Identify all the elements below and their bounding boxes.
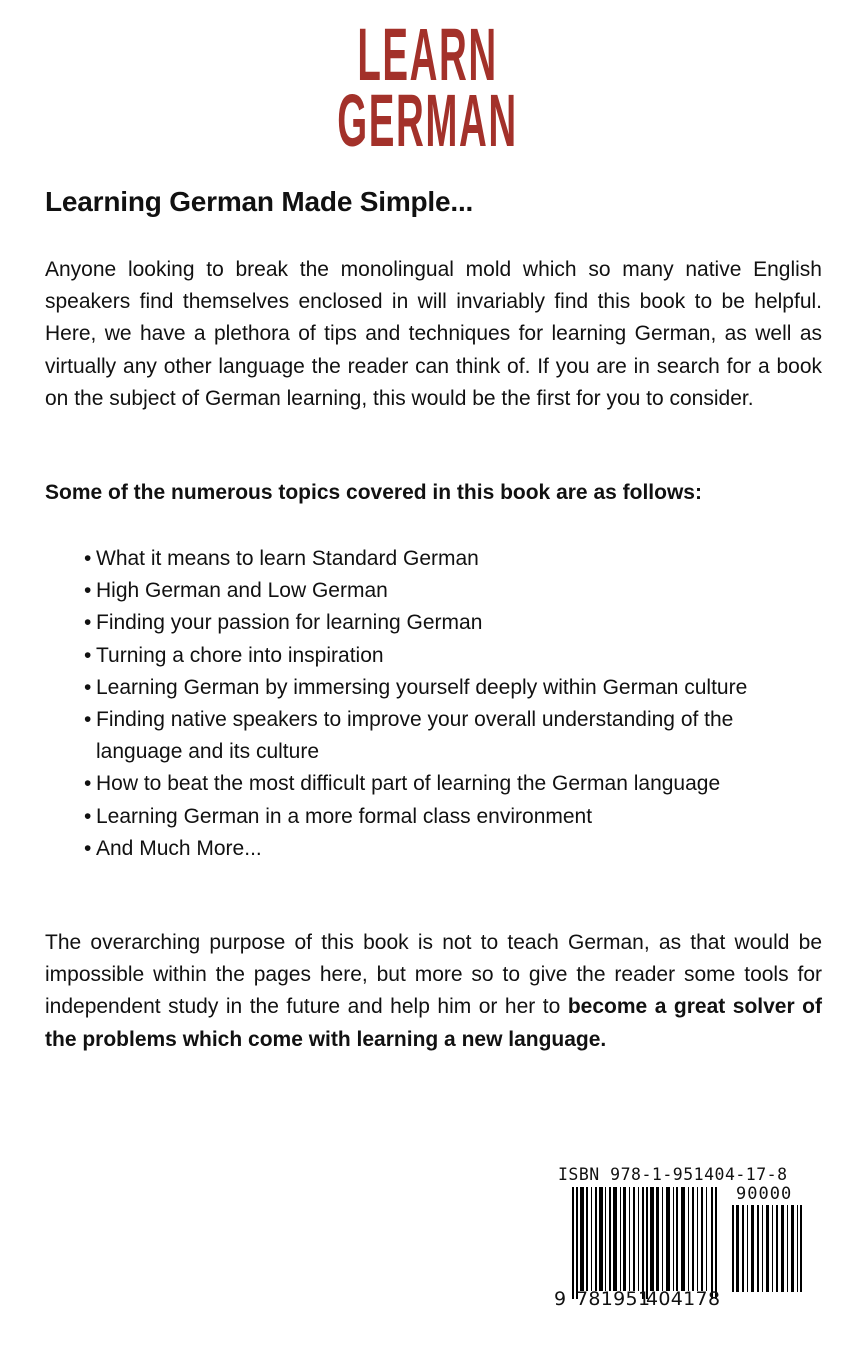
bullet-icon: • <box>84 579 92 603</box>
price-addon-label: 90000 <box>736 1184 793 1204</box>
bullet-icon: • <box>84 611 92 635</box>
closing-paragraph <box>45 927 822 1056</box>
bullet-icon: • <box>84 643 92 667</box>
bullet-icon: • <box>84 836 92 860</box>
isbn-barcode <box>550 1165 810 1315</box>
topic-item: • Turning a chore into inspiration <box>84 640 804 672</box>
topic-item: • What it means to learn Standard German <box>84 543 804 575</box>
logo-line-learn: LEARN <box>357 13 498 96</box>
barcode-lead-digit: 9 <box>554 1288 567 1310</box>
barcode-bars-icon <box>570 1187 720 1299</box>
cover-heading: Learning German Made Simple... <box>45 186 474 217</box>
barcode-left-digits: 781951 <box>576 1288 651 1310</box>
isbn-label: ISBN 978-1-951404-17-8 <box>558 1165 788 1184</box>
bullet-icon: • <box>84 708 92 732</box>
logo-line-german: GERMAN <box>337 79 518 162</box>
bullet-icon: • <box>84 547 92 570</box>
closing-text-bold: become a great solver of the problems which come with learning a new language. <box>45 995 822 1051</box>
topic-item: • How to beat the most difficult part of learning the German language <box>84 768 804 800</box>
topic-item: • Finding your passion for learning German <box>84 607 804 639</box>
topic-item: • High German and Low German <box>84 575 804 607</box>
bullet-icon: • <box>84 804 92 828</box>
topic-item: • Learning German by immersing yourself deeply within German culture <box>84 672 804 704</box>
price-addon-bars-icon <box>730 1205 804 1292</box>
topic-item: • Finding native speakers to improve your overall understanding of the language and its culture <box>84 704 804 768</box>
topic-item: • Learning German in a more formal class environment <box>84 801 804 833</box>
topics-list <box>84 543 804 865</box>
bullet-icon: • <box>84 675 92 699</box>
barcode-right-digits: 404178 <box>646 1288 721 1310</box>
bullet-icon: • <box>84 772 92 796</box>
topics-heading: Some of the numerous topics covered in this book are as follows: <box>45 481 702 504</box>
topic-item: • And Much More... <box>84 833 804 865</box>
learn-german-logo <box>0 13 855 162</box>
intro-paragraph: Anyone looking to break the monolingual mold which so many native English speakers find themselves enclosed in will invariably find this book to be helpful. Here, we have a plethora of tips and techniques for learning German, as well as virtually any other language the reader can think of. If you are in search for a book on the subject of German learning, this would be the first for you to consider. <box>45 258 822 410</box>
closing-text-regular: The overarching purpose of this book is not to teach German, as that would be impossible within the pages here, but more so to give the reader some tools for independent study in the future and help him or her to <box>45 931 822 1019</box>
